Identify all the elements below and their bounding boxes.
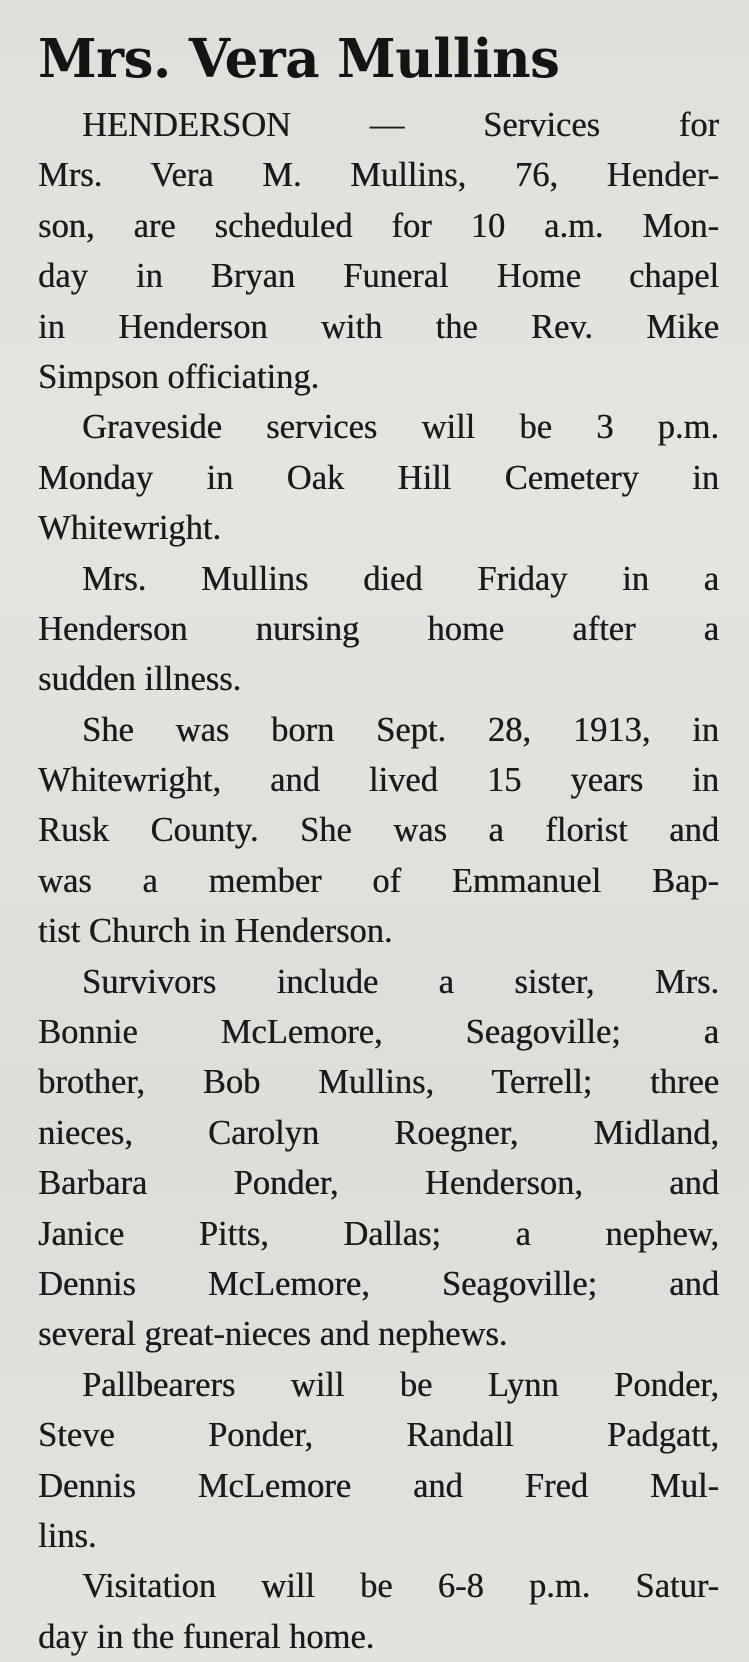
text-line: Janice Pitts, Dallas; a nephew, xyxy=(38,1214,719,1253)
text-line: day in the funeral home. xyxy=(38,1617,375,1656)
text-line: Whitewright, and lived 15 years in xyxy=(38,761,719,800)
text-line: Rusk County. She was a florist and xyxy=(38,811,719,850)
text-line: Mrs. Vera M. Mullins, 76, Hender- xyxy=(38,156,719,195)
text-line: tist Church in Henderson. xyxy=(38,912,393,951)
paragraph xyxy=(38,402,719,553)
text-line: was a member of Emmanuel Bap- xyxy=(38,861,719,900)
text-line: Graveside services will be 3 p.m. xyxy=(82,408,719,447)
text-line: sudden illness. xyxy=(38,660,242,699)
text-line: Survivors include a sister, Mrs. xyxy=(82,962,719,1001)
text-line: day in Bryan Funeral Home chapel xyxy=(38,257,719,296)
text-line: Pallbearers will be Lynn Ponder, xyxy=(82,1365,719,1404)
text-line: brother, Bob Mullins, Terrell; three xyxy=(38,1063,719,1102)
paragraph xyxy=(38,1360,719,1562)
text-line: lins. xyxy=(38,1516,97,1555)
text-line: Simpson officiating. xyxy=(38,357,320,396)
paragraph xyxy=(38,1561,719,1662)
text-line: Barbara Ponder, Henderson, and xyxy=(38,1164,719,1203)
paragraph xyxy=(38,554,719,705)
text-line: Visitation will be 6-8 p.m. Satur- xyxy=(82,1567,719,1606)
text-line: Dennis McLemore, Seagoville; and xyxy=(38,1264,719,1303)
text-line: Dennis McLemore and Fred Mul- xyxy=(38,1466,719,1505)
obituary-headline: Mrs. Vera Mullins xyxy=(38,28,560,90)
obituary-body xyxy=(38,100,719,1662)
paragraph xyxy=(38,100,719,402)
text-line: Whitewright. xyxy=(38,509,221,548)
text-line: Henderson nursing home after a xyxy=(38,609,719,648)
text-line: HENDERSON — Services for xyxy=(82,106,719,144)
text-line: Monday in Oak Hill Cemetery in xyxy=(38,458,719,497)
text-line: in Henderson with the Rev. Mike xyxy=(38,307,719,346)
paragraph xyxy=(38,705,719,957)
text-line: Mrs. Mullins died Friday in a xyxy=(82,559,719,598)
text-line: Bonnie McLemore, Seagoville; a xyxy=(38,1013,719,1052)
text-line: nieces, Carolyn Roegner, Midland, xyxy=(38,1113,719,1152)
text-line: several great-nieces and nephews. xyxy=(38,1315,508,1354)
text-line: son, are scheduled for 10 a.m. Mon- xyxy=(38,206,719,245)
paragraph xyxy=(38,957,719,1360)
text-line: Steve Ponder, Randall Padgatt, xyxy=(38,1416,719,1455)
text-line: She was born Sept. 28, 1913, in xyxy=(82,710,719,749)
